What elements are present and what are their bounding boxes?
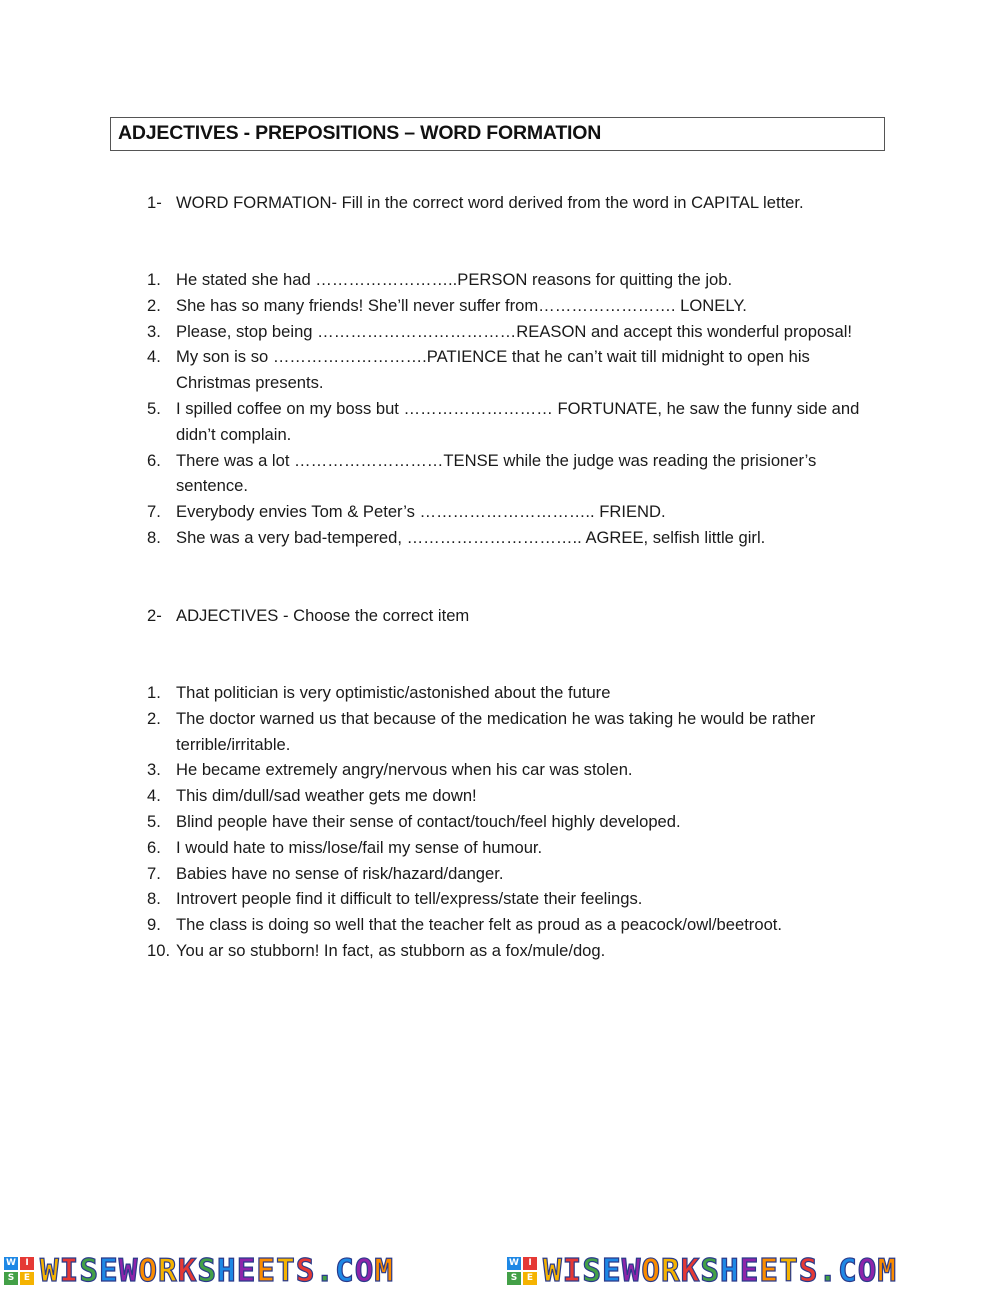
item-number: 3.: [147, 760, 161, 780]
section1-item: [147, 319, 887, 345]
brand-letter: .: [315, 1253, 336, 1289]
item-number: 5.: [147, 399, 161, 418]
brand-letter: O: [354, 1253, 375, 1289]
brand-letter: S: [79, 1253, 100, 1289]
item-text: You ar so stubborn! In fact, as stubborn as a fox/mule/dog.: [176, 941, 606, 960]
brand-letter: M: [877, 1253, 898, 1289]
brand-logo-icon: [4, 1257, 36, 1287]
brand-letter: I: [59, 1253, 80, 1289]
item-number: 1.: [147, 270, 161, 289]
item-number: 8.: [147, 889, 161, 909]
section1-item: [147, 293, 887, 319]
item-number: 2.: [147, 295, 161, 315]
brand-letter: I: [562, 1253, 583, 1289]
section1-item: [147, 396, 887, 422]
brand-letter: R: [661, 1253, 681, 1289]
section2-item: [147, 757, 887, 783]
brand-letter: T: [779, 1253, 799, 1289]
item-number: 8.: [147, 528, 161, 547]
brand-letter: M: [374, 1253, 395, 1289]
logo-letter: W: [507, 1257, 521, 1270]
brand-letter: O: [857, 1253, 878, 1289]
brand-logo-icon: [507, 1257, 539, 1287]
brand-letter: S: [582, 1253, 603, 1289]
item-number: 7.: [147, 502, 161, 522]
brand-letter: S: [798, 1253, 819, 1289]
section1-item: [147, 448, 887, 474]
item-number: 5.: [147, 812, 161, 831]
item-text: She was a very bad-tempered, ………………………….. AGREE, selfish little girl.: [176, 528, 766, 547]
section1-item: [147, 267, 887, 293]
section2-item-continuation: [176, 732, 916, 758]
brand-letter: E: [236, 1253, 257, 1289]
section2-item: [147, 912, 887, 938]
section1-item-continuation: [176, 473, 916, 499]
brand-letter: E: [739, 1253, 760, 1289]
item-text: I would hate to miss/lose/fail my sense of humour.: [176, 837, 543, 857]
section1-item: [147, 344, 887, 370]
item-text: Blind people have their sense of contact/touch/feel highly developed.: [176, 812, 681, 831]
brand-letter: .: [818, 1253, 839, 1289]
brand-letter: E: [99, 1253, 119, 1289]
item-number: 3.: [147, 321, 161, 341]
item-text: sentence.: [176, 476, 248, 496]
brand-letter: W: [543, 1253, 563, 1289]
item-number: 7.: [147, 863, 161, 883]
item-text: My son is so ……………………….PATIENCE that he can’t wait till midnight to open his: [176, 347, 810, 367]
logo-letter: W: [4, 1257, 18, 1270]
section2-item: [147, 861, 887, 887]
item-number: 1-: [147, 193, 162, 212]
brand-letter: H: [720, 1253, 740, 1289]
brand-letter: C: [335, 1253, 355, 1289]
brand-letter: W: [40, 1253, 60, 1289]
brand-letter: K: [680, 1253, 701, 1289]
brand-letter: W: [118, 1253, 139, 1289]
brand-letter: E: [256, 1253, 277, 1289]
section2-item: [147, 783, 887, 809]
item-text: Everybody envies Tom & Peter’s ………………………….. FRIEND.: [176, 502, 666, 522]
logo-letter: I: [20, 1257, 34, 1270]
item-number: 9.: [147, 915, 161, 935]
brand-letter: T: [276, 1253, 296, 1289]
brand-letter: O: [641, 1253, 662, 1289]
section2-item: [147, 680, 887, 706]
item-text: didn’t complain.: [176, 424, 292, 444]
page-title: ADJECTIVES - PREPOSITIONS – WORD FORMATION: [118, 122, 602, 144]
brand-letter: S: [295, 1253, 316, 1289]
section2-item: [147, 938, 887, 964]
item-text: The doctor warned us that because of the medication he was taking he would be rather: [176, 708, 816, 728]
item-text: terrible/irritable.: [176, 734, 291, 754]
section1-item: [147, 525, 887, 551]
title-box: [110, 117, 885, 151]
section1-item-continuation: [176, 370, 916, 396]
item-text: The class is doing so well that the teacher felt as proud as a peacock/owl/beetroot.: [176, 915, 783, 935]
brand-watermark: [503, 1252, 1000, 1291]
brand-letter: S: [197, 1253, 218, 1289]
brand-letter: R: [158, 1253, 178, 1289]
item-text: There was a lot ………………………TENSE while the judge was reading the prisioner’s: [176, 450, 817, 470]
section2-item: [147, 706, 887, 732]
section1-item: [147, 499, 887, 525]
item-text: He stated she had ……………………..PERSON reasons for quitting the job.: [176, 270, 733, 289]
brand-letter: E: [602, 1253, 622, 1289]
section1-item-continuation: [176, 422, 916, 448]
brand-letter: S: [700, 1253, 721, 1289]
item-number: 2-: [147, 606, 162, 625]
brand-letter: H: [217, 1253, 237, 1289]
logo-letter: S: [507, 1272, 521, 1285]
logo-letter: S: [4, 1272, 18, 1285]
section1-heading: [147, 190, 887, 216]
item-text: I spilled coffee on my boss but ……………………… FORTUNATE, he saw the funny side and: [176, 399, 860, 418]
item-number: 6.: [147, 450, 161, 470]
brand-letter: K: [177, 1253, 198, 1289]
item-number: 2.: [147, 708, 161, 728]
brand-letter: O: [138, 1253, 159, 1289]
item-number: 6.: [147, 837, 161, 857]
brand-letter: C: [838, 1253, 858, 1289]
item-text: Babies have no sense of risk/hazard/danger.: [176, 863, 504, 883]
logo-letter: E: [20, 1272, 34, 1285]
item-text: This dim/dull/sad weather gets me down!: [176, 786, 477, 806]
brand-text: [543, 1252, 897, 1291]
item-text: WORD FORMATION- Fill in the correct word derived from the word in CAPITAL letter.: [176, 193, 804, 212]
item-text: Introvert people find it difficult to tell/express/state their feelings.: [176, 889, 643, 909]
item-number: 10.: [147, 941, 171, 960]
item-text: She has so many friends! She’ll never suffer from……………………. LONELY.: [176, 295, 747, 315]
item-text: Christmas presents.: [176, 373, 324, 393]
section2-item: [147, 835, 887, 861]
logo-letter: I: [523, 1257, 537, 1270]
item-text: Please, stop being ………………………………REASON and accept this wonderful proposal!: [176, 321, 853, 341]
brand-watermark: [0, 1252, 500, 1291]
section2-item: [147, 809, 887, 835]
footer-banner: [0, 1252, 1000, 1291]
brand-letter: W: [621, 1253, 642, 1289]
item-text: That politician is very optimistic/astonished about the future: [176, 683, 611, 702]
brand-letter: E: [759, 1253, 780, 1289]
item-text: He became extremely angry/nervous when his car was stolen.: [176, 760, 633, 780]
item-number: 4.: [147, 347, 161, 367]
section2-item: [147, 886, 887, 912]
logo-letter: E: [523, 1272, 537, 1285]
item-number: 1.: [147, 683, 161, 702]
section2-heading: [147, 603, 887, 629]
item-number: 4.: [147, 786, 161, 806]
item-text: ADJECTIVES - Choose the correct item: [176, 606, 470, 625]
brand-text: [40, 1252, 394, 1291]
